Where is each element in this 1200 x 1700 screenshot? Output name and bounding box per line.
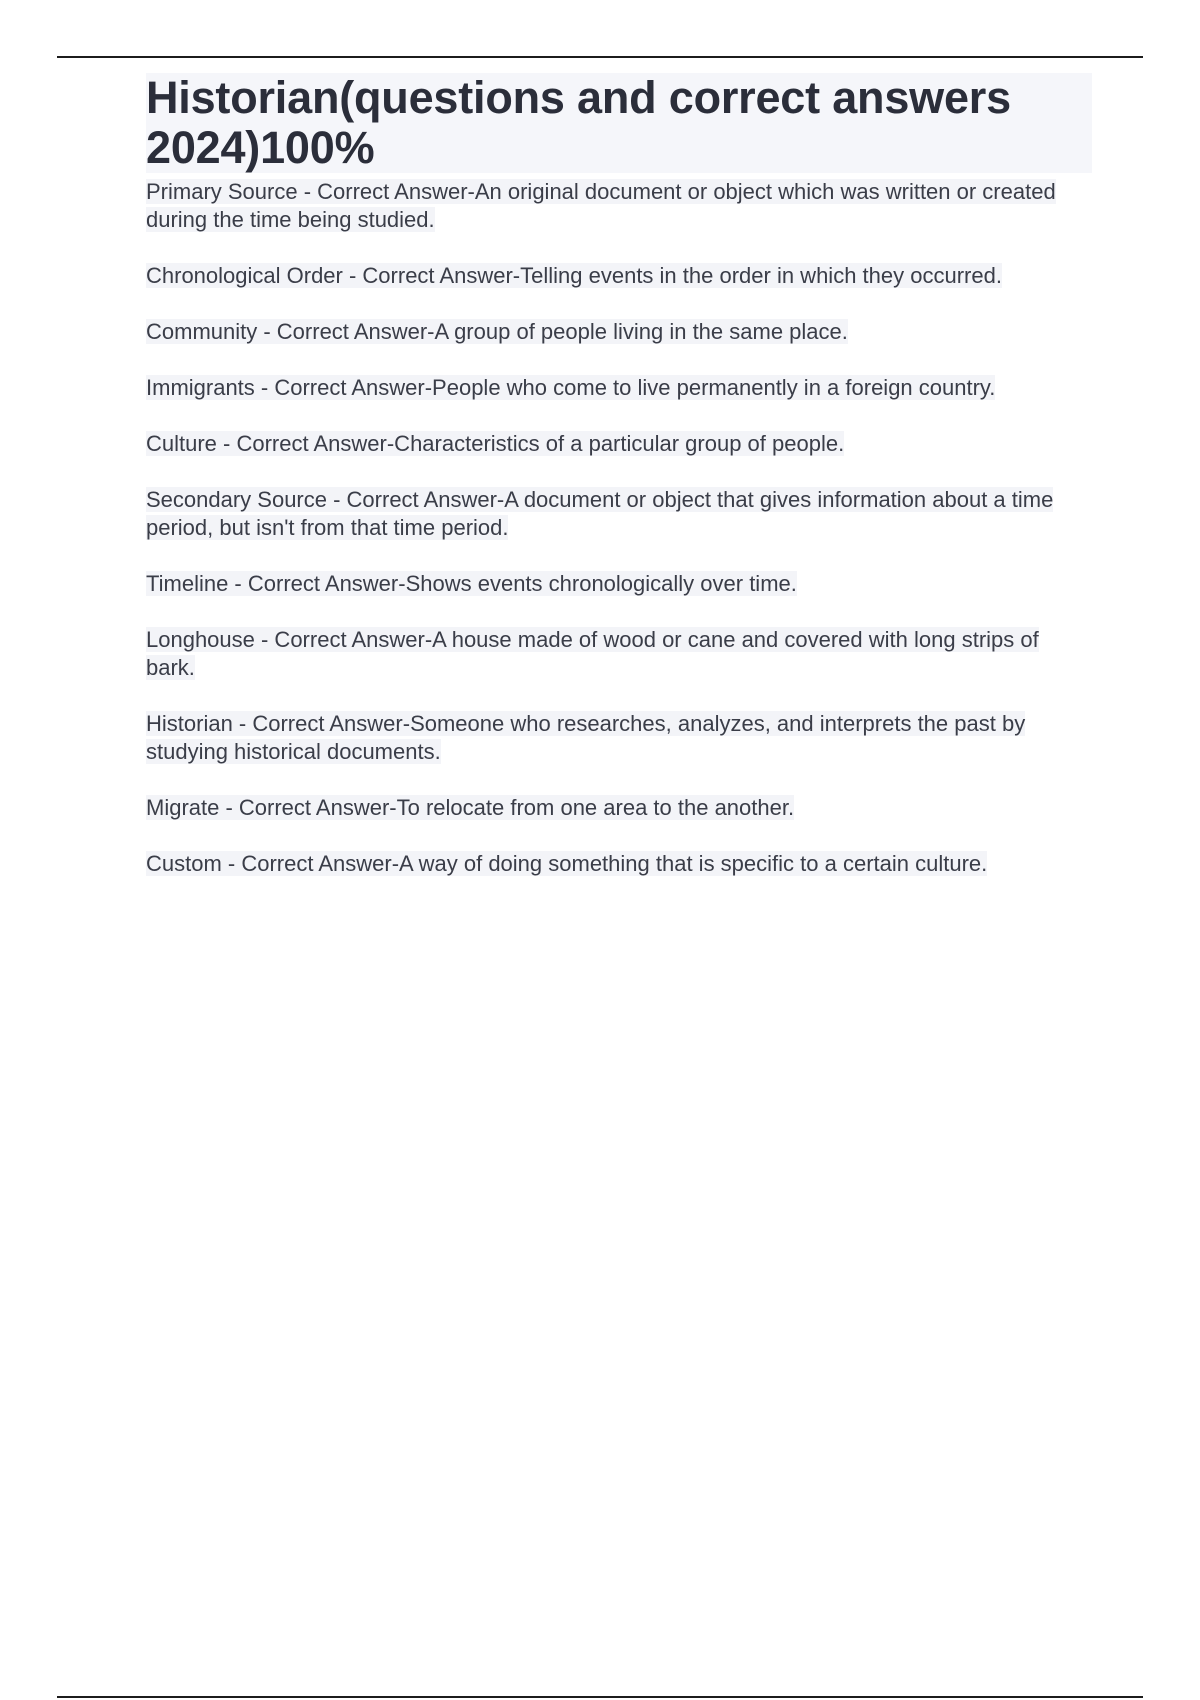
qa-item-custom — [146, 850, 1086, 878]
qa-text: Secondary Source - Correct Answer-A document or object that gives information about a time period, but isn't from that time period. — [146, 487, 1054, 540]
qa-item-longhouse — [146, 626, 1086, 682]
qa-text: Longhouse - Correct Answer-A house made of wood or cane and covered with long strips of bark. — [146, 627, 1039, 680]
qa-text: Culture - Correct Answer-Characteristics of a particular group of people. — [146, 431, 845, 456]
qa-text: Community - Correct Answer-A group of people living in the same place. — [146, 319, 848, 344]
qa-item-immigrants — [146, 374, 1086, 402]
document-body — [146, 73, 1086, 906]
qa-item-timeline — [146, 570, 1086, 598]
qa-text: Historian - Correct Answer-Someone who researches, analyzes, and interprets the past by studying historical documents. — [146, 711, 1026, 764]
top-rule — [57, 56, 1143, 58]
qa-text: Chronological Order - Correct Answer-Telling events in the order in which they occurred. — [146, 263, 1002, 288]
qa-text: Custom - Correct Answer-A way of doing something that is specific to a certain culture. — [146, 851, 988, 876]
qa-item-chronological-order — [146, 262, 1086, 290]
document-title: Historian(questions and correct answers 2024)100% — [146, 73, 1092, 173]
bottom-rule — [57, 1696, 1143, 1698]
qa-text: Timeline - Correct Answer-Shows events chronologically over time. — [146, 571, 797, 596]
qa-item-historian — [146, 710, 1086, 766]
qa-item-primary-source — [146, 178, 1086, 234]
qa-item-migrate — [146, 794, 1086, 822]
qa-list — [146, 178, 1086, 878]
qa-item-secondary-source — [146, 486, 1086, 542]
qa-text: Primary Source - Correct Answer-An original document or object which was written or created during the time being studied. — [146, 179, 1056, 232]
qa-text: Migrate - Correct Answer-To relocate from one area to the another. — [146, 795, 795, 820]
qa-text: Immigrants - Correct Answer-People who come to live permanently in a foreign country. — [146, 375, 996, 400]
qa-item-culture — [146, 430, 1086, 458]
qa-item-community — [146, 318, 1086, 346]
